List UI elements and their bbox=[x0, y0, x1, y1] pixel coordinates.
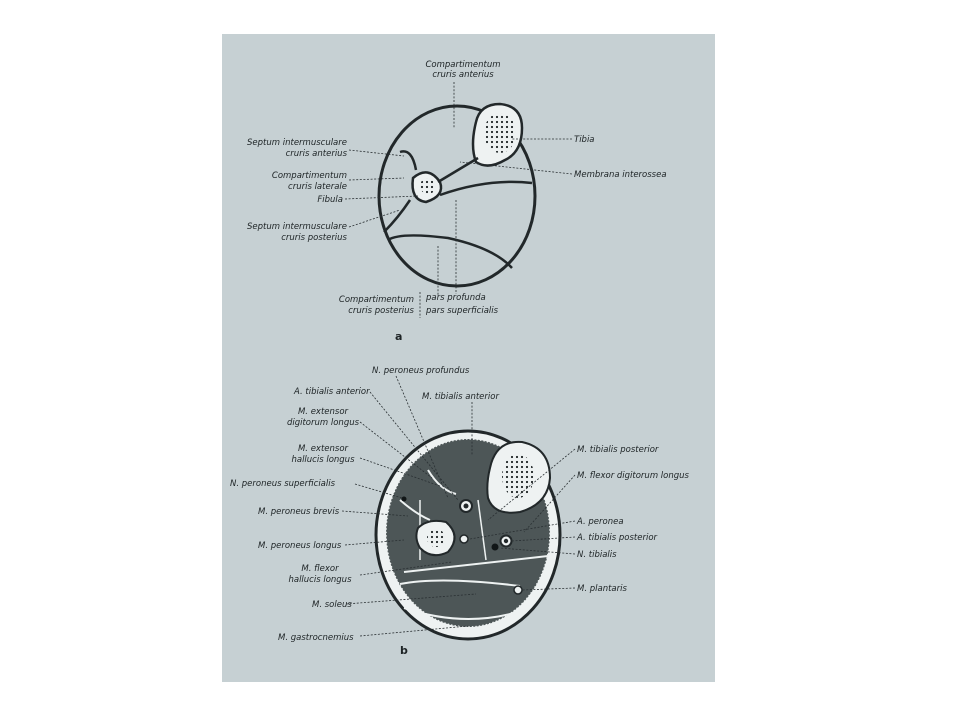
m-plantaris-tendon bbox=[514, 586, 522, 594]
label-m-peroneus-brevis: M. peroneus brevis bbox=[258, 507, 340, 517]
figure-b bbox=[230, 366, 690, 657]
septum-anterius-line bbox=[400, 151, 416, 170]
label-membrana-interossea: Membrana interossea bbox=[574, 170, 667, 180]
membrana-interossea-line bbox=[438, 158, 478, 182]
label-fibula: Fibula bbox=[317, 195, 343, 205]
tibia-marrow bbox=[484, 113, 516, 153]
figure-a bbox=[247, 60, 667, 343]
label-a-peronea: A. peronea bbox=[577, 517, 624, 527]
label-n-tibialis: N. tibialis bbox=[577, 550, 617, 560]
deep-posterior-fascia bbox=[440, 182, 532, 195]
label-a-tibialis-anterior: A. tibialis anterior bbox=[294, 387, 370, 397]
label-tibia: Tibia bbox=[574, 135, 595, 145]
a-tibialis-posterior-lumen bbox=[504, 539, 508, 543]
n-peroneus-superficialis-nerve bbox=[402, 497, 407, 502]
a-peronea-vessel bbox=[460, 535, 468, 543]
septum-posterius-line bbox=[384, 200, 410, 232]
label-m-tibialis-anterior: M. tibialis anterior bbox=[422, 392, 499, 402]
figure-a-label: a bbox=[395, 330, 403, 343]
label-m-flexor-digitorum-longus: M. flexor digitorum longus bbox=[577, 471, 689, 481]
fibula-marrow bbox=[420, 178, 436, 194]
leader-fibula bbox=[345, 196, 418, 199]
tibia-marrow-b bbox=[502, 454, 534, 498]
label-m-gastrocnemius: M. gastrocnemius bbox=[278, 633, 354, 643]
label-m-peroneus-longus: M. peroneus longus bbox=[258, 541, 342, 551]
label-pars-superficialis: pars superficialis bbox=[426, 306, 499, 316]
leader-compartimentum-laterale bbox=[349, 178, 404, 180]
label-septum-posterius: Septum intermusculare cruris posterius bbox=[247, 222, 347, 243]
label-septum-anterius: Septum intermusculare cruris anterius bbox=[247, 138, 347, 159]
label-m-extensor-digitorum-longus: M. extensor digitorum longus bbox=[286, 407, 360, 428]
fibula-marrow-b bbox=[427, 529, 445, 547]
label-m-plantaris: M. plantaris bbox=[577, 584, 627, 594]
label-a-tibialis-posterior: A. tibialis posterior bbox=[577, 533, 658, 543]
label-m-extensor-hallucis-longus: M. extensor hallucis longus bbox=[291, 444, 355, 465]
leader-septum-anterius bbox=[349, 150, 404, 156]
label-m-tibialis-posterior: M. tibialis posterior bbox=[577, 445, 659, 455]
label-compartimentum-anterius: Compartimentum cruris anterius bbox=[425, 60, 501, 80]
label-m-soleus: M. soleus bbox=[312, 600, 352, 610]
label-compartimentum-laterale: Compartimentum cruris laterale bbox=[271, 171, 347, 192]
label-m-flexor-hallucis-longus: M. flexor hallucis longus bbox=[288, 564, 352, 585]
label-n-peroneus-superficialis: N. peroneus superficialis bbox=[230, 479, 336, 489]
label-compartimentum-posterius: Compartimentum cruris posterius bbox=[338, 295, 414, 316]
figure-b-label: b bbox=[400, 644, 408, 657]
a-tibialis-anterior-lumen bbox=[464, 504, 469, 509]
label-n-peroneus-profundus: N. peroneus profundus bbox=[372, 366, 470, 376]
label-pars-profunda: pars profunda bbox=[426, 293, 486, 303]
n-tibialis-nerve bbox=[492, 544, 499, 551]
